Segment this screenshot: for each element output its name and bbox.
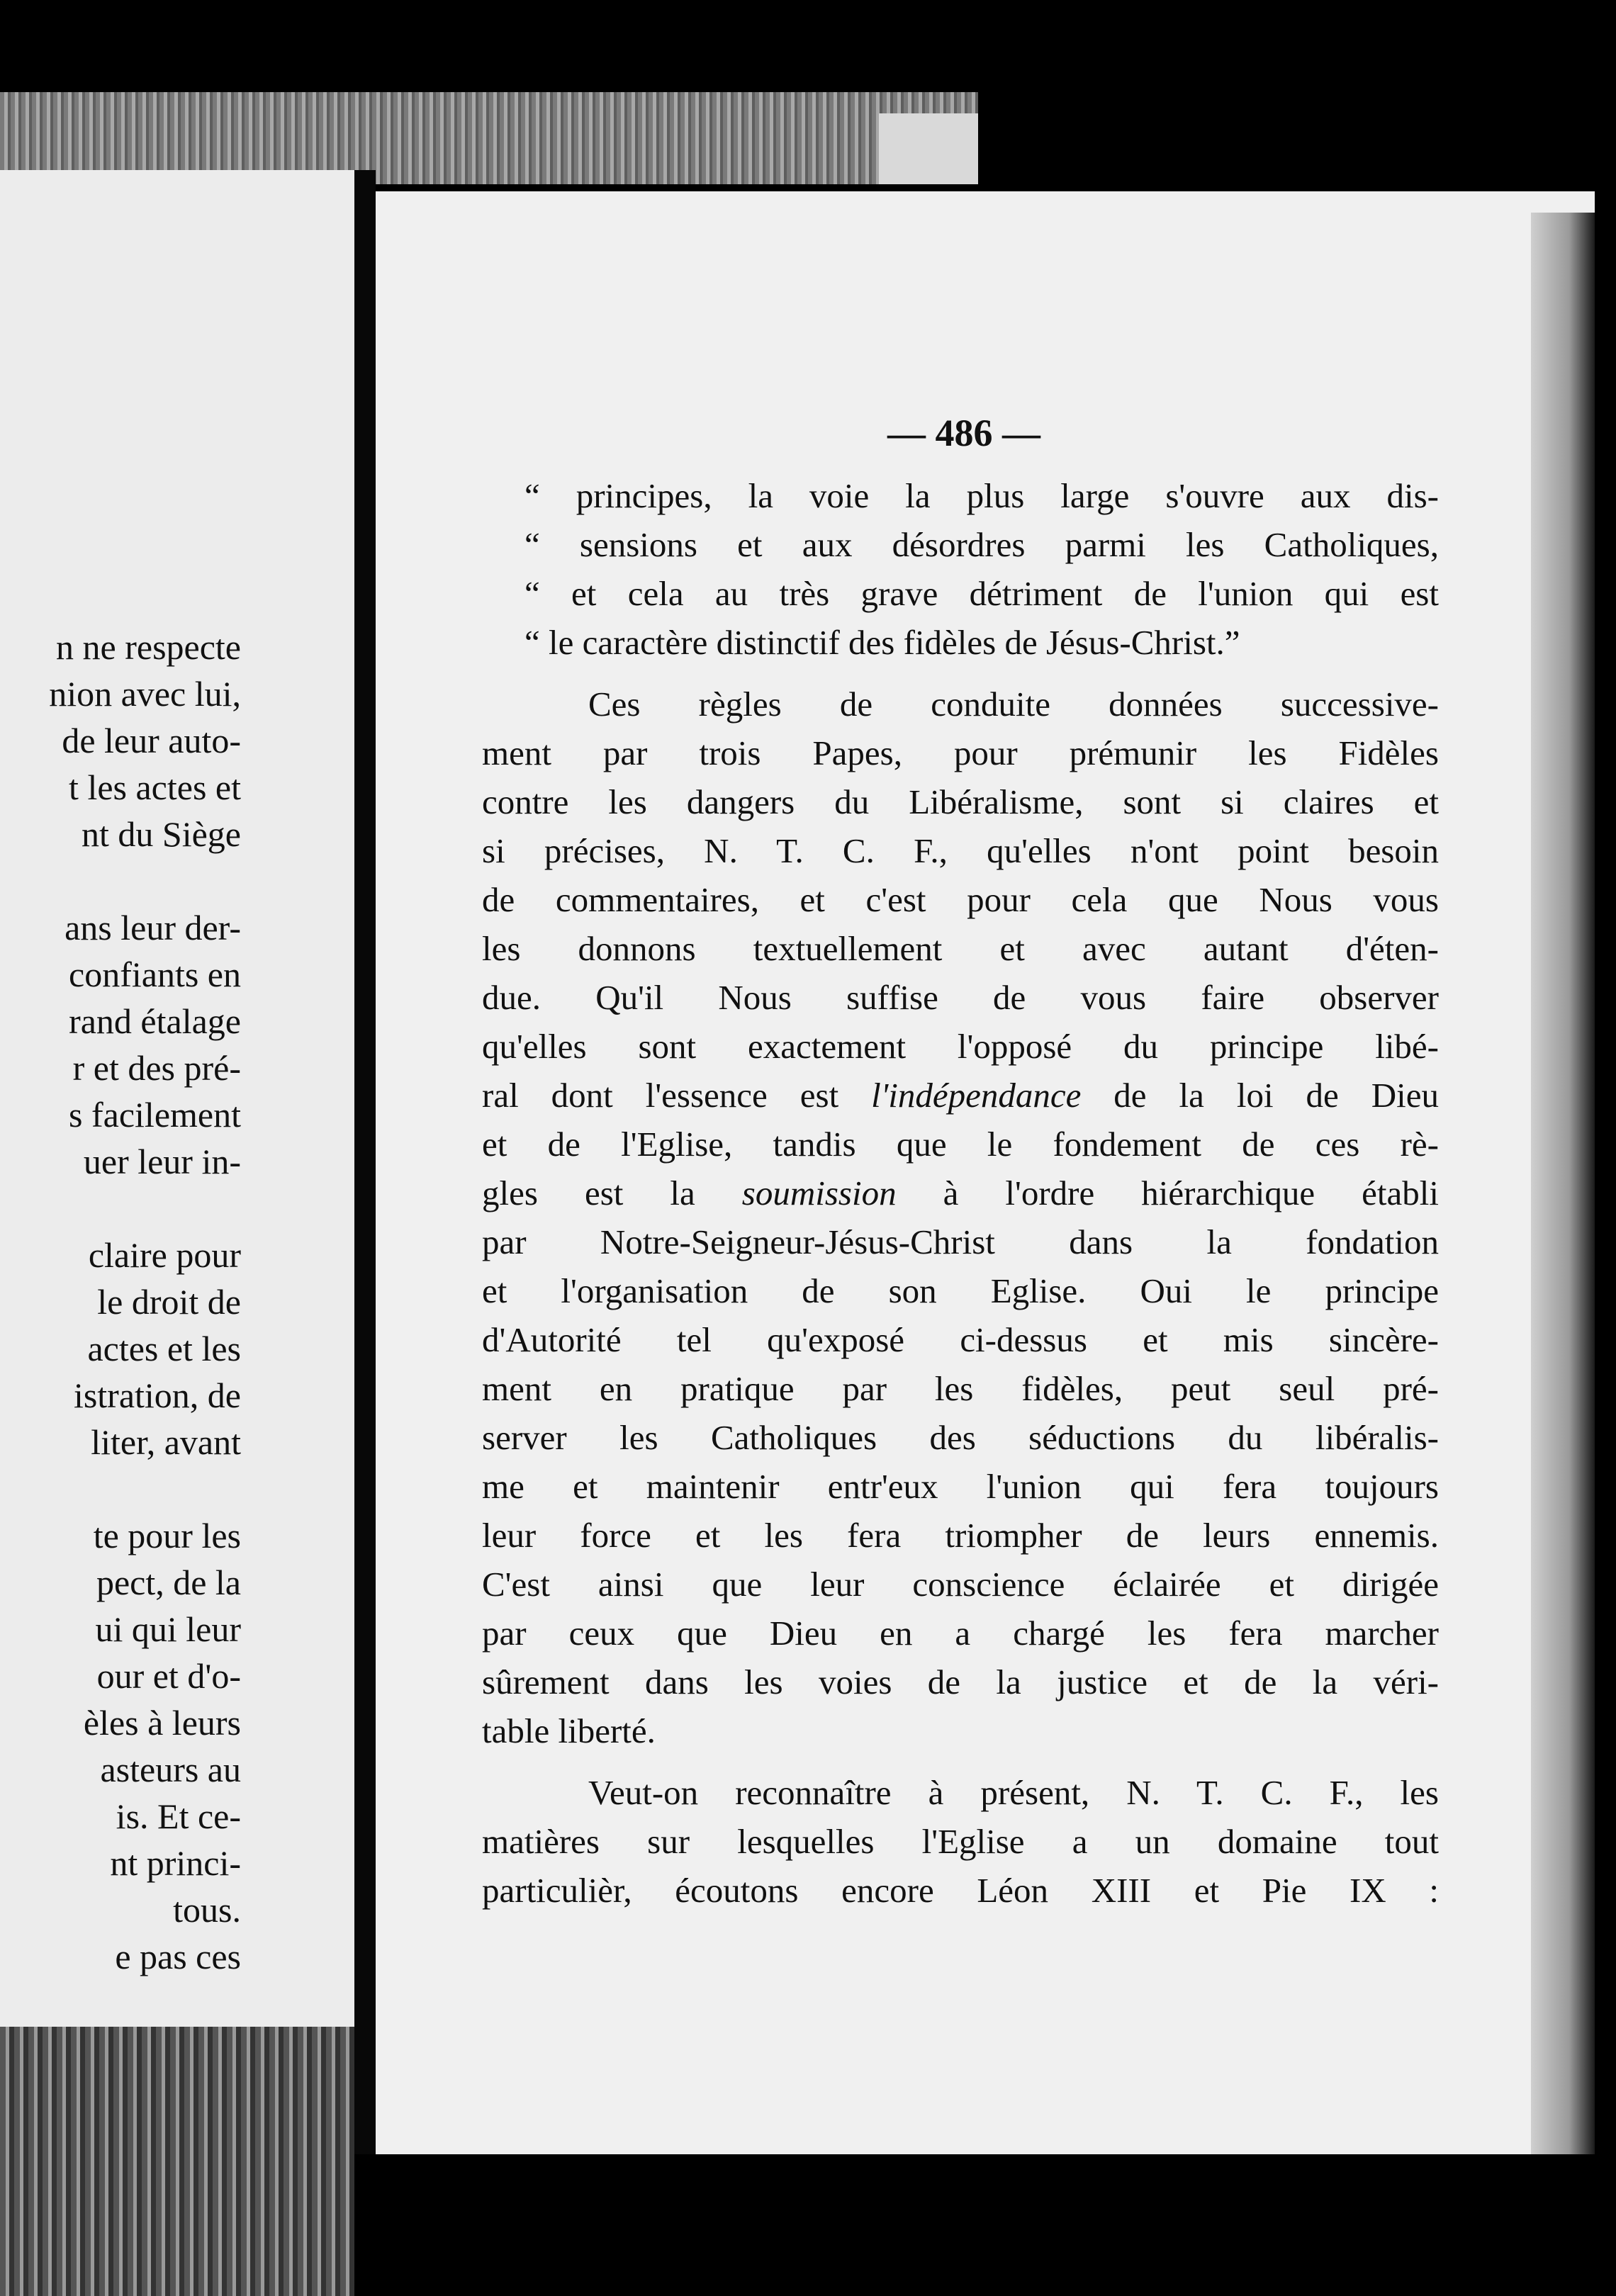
paragraph-line: particulièr, écoutons encore Léon XIII et Pie IX : xyxy=(482,1871,1439,1910)
paragraph-line: par ceux que Dieu en a chargé les fera marcher xyxy=(482,1614,1439,1653)
paragraph-line: par Notre-Seigneur-Jésus-Christ dans la fondation xyxy=(482,1222,1439,1261)
italic-term: l'indépendance xyxy=(871,1076,1082,1115)
left-page-line: n ne respecte xyxy=(56,627,241,667)
right-page-edge xyxy=(1531,213,1595,2154)
paragraph-line: Veut-on reconnaître à présent, N. T. C. F., les xyxy=(588,1773,1439,1812)
text-run: gles est la xyxy=(482,1174,742,1212)
italic-term: soumission xyxy=(741,1174,897,1212)
paragraph-line: ment par trois Papes, pour prémunir les Fidèles xyxy=(482,733,1439,772)
text-run: à l'ordre hiérarchique établi xyxy=(896,1174,1439,1212)
paragraph-line: et l'organisation de son Eglise. Oui le principe xyxy=(482,1271,1439,1310)
main-text-block xyxy=(482,471,1439,1915)
left-page-line: de leur auto- xyxy=(62,721,241,760)
left-page-line: ui qui leur xyxy=(95,1609,241,1649)
left-page-text xyxy=(0,624,241,1980)
left-page-line: istration, de xyxy=(73,1375,241,1415)
quote-line: “ le caractère distinctif des fidèles de Jésus-Christ.” xyxy=(524,623,1240,662)
left-page-line: actes et les xyxy=(87,1329,241,1368)
paragraph-line: sûrement dans les voies de la justice et de la véri- xyxy=(482,1662,1439,1701)
paragraph-line: contre les dangers du Libéralisme, sont si claires et xyxy=(482,782,1439,821)
book-gutter xyxy=(354,170,376,2154)
left-page-line: nion avec lui, xyxy=(49,674,241,714)
left-page-gap xyxy=(0,1465,241,1512)
quote-line: “ et cela au très grave détriment de l'union qui est xyxy=(524,574,1439,613)
book-spine-band-bottom xyxy=(0,2027,354,2296)
left-page-line: tous. xyxy=(173,1890,241,1930)
left-page-line: asteurs au xyxy=(100,1750,241,1789)
left-page-line: te pour les xyxy=(93,1516,241,1555)
left-page-line: s facilement xyxy=(69,1095,241,1135)
paragraph-line: server les Catholiques des séductions du libéralis- xyxy=(482,1418,1439,1457)
page-number: — 486 — xyxy=(887,412,1040,454)
paragraph-line: les donnons textuellement et avec autant d'éten- xyxy=(482,929,1439,968)
paragraph-line: matières sur lesquelles l'Eglise a un domaine tout xyxy=(482,1822,1439,1861)
left-page-gap xyxy=(0,1185,241,1232)
left-page-line: t les actes et xyxy=(69,767,241,807)
left-page xyxy=(0,170,354,2126)
left-page-line: e pas ces xyxy=(115,1937,241,1976)
paragraph-line: C'est ainsi que leur conscience éclairée et dirigée xyxy=(482,1565,1439,1604)
paragraph-line: table liberté. xyxy=(482,1711,656,1750)
paragraph-line: de commentaires, et c'est pour cela que Nous vous xyxy=(482,880,1439,919)
left-page-line: nt du Siège xyxy=(82,814,241,854)
quote-line: “ principes, la voie la plus large s'ouvre aux dis- xyxy=(524,476,1439,515)
left-page-line: ans leur der- xyxy=(64,908,241,947)
page-top-edge xyxy=(879,113,978,184)
quote-line: “ sensions et aux désordres parmi les Catholiques, xyxy=(524,525,1439,564)
paragraph-line: me et maintenir entr'eux l'union qui fera toujours xyxy=(482,1467,1439,1506)
paragraph-line: due. Qu'il Nous suffise de vous faire observer xyxy=(482,978,1439,1017)
left-page-line: liter, avant xyxy=(91,1422,241,1462)
text-run: de la loi de Dieu xyxy=(1081,1076,1439,1115)
left-page-line: r et des pré- xyxy=(72,1048,241,1088)
paragraph-line: si précises, N. T. C. F., qu'elles n'ont point besoin xyxy=(482,831,1439,870)
left-page-line: èles à leurs xyxy=(83,1703,241,1743)
paragraph-line: leur force et les fera triompher de leurs ennemis. xyxy=(482,1516,1439,1555)
paragraph-line: Ces règles de conduite données successive- xyxy=(588,685,1439,724)
left-page-line: pect, de la xyxy=(96,1563,241,1602)
left-page-line: is. Et ce- xyxy=(116,1796,241,1836)
text-run: ral dont l'essence est xyxy=(482,1076,872,1115)
left-page-line: uer leur in- xyxy=(83,1142,241,1181)
left-page-line: le droit de xyxy=(97,1282,241,1322)
left-page-line: nt princi- xyxy=(110,1843,241,1883)
left-page-line: confiants en xyxy=(69,955,241,994)
paragraph-line xyxy=(482,1071,1439,1120)
paragraph-line: et de l'Eglise, tandis que le fondement de ces rè- xyxy=(482,1125,1439,1164)
paragraph-line: d'Autorité tel qu'exposé ci-dessus et mis sincère- xyxy=(482,1320,1439,1359)
paragraph-line: ment en pratique par les fidèles, peut seul pré- xyxy=(482,1369,1439,1408)
paragraph-line: qu'elles sont exactement l'opposé du principe libé- xyxy=(482,1027,1439,1066)
left-page-line: claire pour xyxy=(88,1235,241,1275)
left-page-gap xyxy=(0,857,241,904)
paragraph-line xyxy=(482,1169,1439,1217)
left-page-line: our et d'o- xyxy=(96,1656,241,1696)
left-page-line: rand étalage xyxy=(69,1001,241,1041)
